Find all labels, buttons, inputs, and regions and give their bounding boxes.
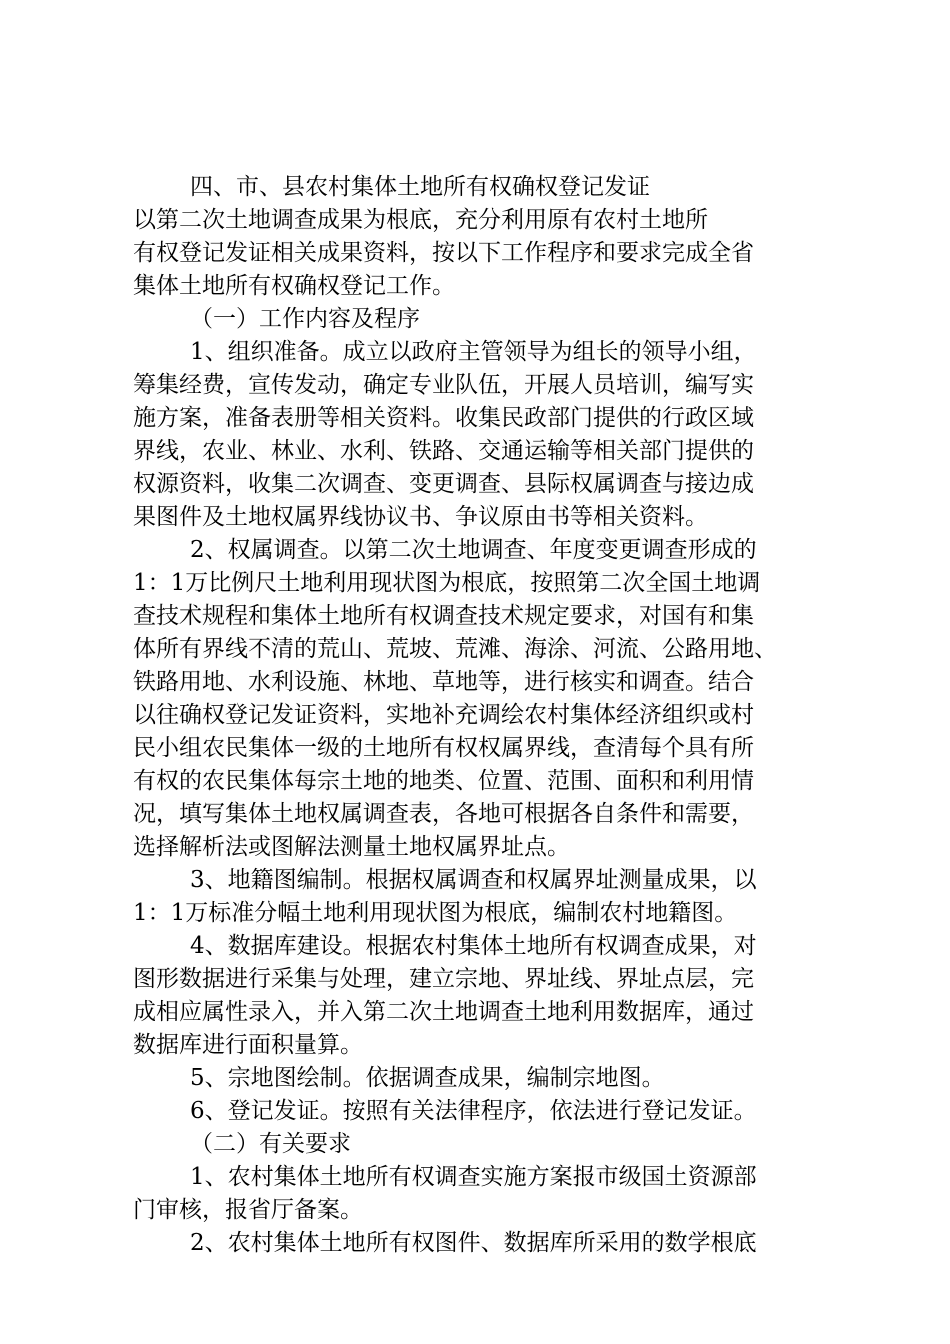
section-heading: 四、市、县农村集体土地所有权确权登记发证: [190, 174, 650, 200]
text-line: 民小组农民集体一级的土地所有权权属界线，查清每个具有所: [133, 735, 754, 761]
text-line: 况，填写集体土地权属调查表，各地可根据各自条件和需要，: [133, 801, 754, 827]
text-line: 4、数据库建设。根据农村集体土地所有权调查成果，对: [190, 933, 757, 959]
text-line: 2、农村集体土地所有权图件、数据库所采用的数学根底: [190, 1230, 757, 1256]
text-line: 3、地籍图编制。根据权属调查和权属界址测量成果，以: [190, 867, 757, 893]
text-line: 有权登记发证相关成果资料，按以下工作程序和要求完成全省: [133, 240, 754, 266]
text-line: 5、宗地图绘制。依据调查成果，编制宗地图。: [190, 1065, 665, 1091]
subsection-heading: （二）有关要求: [190, 1131, 351, 1157]
text-line: 1：1万标准分幅土地利用现状图为根底，编制农村地籍图。: [133, 900, 738, 926]
text-line: 体所有界线不清的荒山、荒坡、荒滩、海涂、河流、公路用地、: [133, 636, 777, 662]
text-line: 2、权属调查。以第二次土地调查、年度变更调查形成的: [190, 537, 757, 563]
text-line: 有权的农民集体每宗土地的地类、位置、范围、面积和利用情: [133, 768, 754, 794]
text-line: 选择解析法或图解法测量土地权属界址点。: [133, 834, 570, 860]
text-line: 以第二次土地调查成果为根底，充分利用原有农村土地所: [133, 207, 708, 233]
text-line: 1：1万比例尺土地利用现状图为根底，按照第二次全国土地调: [133, 570, 761, 596]
text-line: 查技术规程和集体土地所有权调查技术规定要求，对国有和集: [133, 603, 754, 629]
text-line: 1、组织准备。成立以政府主管领导为组长的领导小组，: [190, 339, 757, 365]
text-line: 果图件及土地权属界线协议书、争议原由书等相关资料。: [133, 504, 708, 530]
text-line: 1、农村集体土地所有权调查实施方案报市级国土资源部: [190, 1164, 757, 1190]
text-line: 施方案，准备表册等相关资料。收集民政部门提供的行政区域: [133, 405, 754, 431]
text-line: 以往确权登记发证资料，实地补充调绘农村集体经济组织或村: [133, 702, 754, 728]
text-line: 数据库进行面积量算。: [133, 1032, 363, 1058]
text-line: 集体土地所有权确权登记工作。: [133, 273, 455, 299]
text-line: 铁路用地、水利设施、林地、草地等，进行核实和调查。结合: [133, 669, 754, 695]
subsection-heading: （一）工作内容及程序: [190, 306, 420, 332]
text-line: 成相应属性录入，并入第二次土地调查土地利用数据库，通过: [133, 999, 754, 1025]
text-line: 界线，农业、林业、水利、铁路、交通运输等相关部门提供的: [133, 438, 754, 464]
text-line: 筹集经费，宣传发动，确定专业队伍，开展人员培训，编写实: [133, 372, 754, 398]
text-line: 6、登记发证。按照有关法律程序，依法进行登记发证。: [190, 1098, 757, 1124]
text-line: 图形数据进行采集与处理，建立宗地、界址线、界址点层，完: [133, 966, 754, 992]
text-line: 权源资料，收集二次调查、变更调查、县际权属调查与接边成: [133, 471, 754, 497]
text-line: 门审核，报省厅备案。: [133, 1197, 363, 1223]
